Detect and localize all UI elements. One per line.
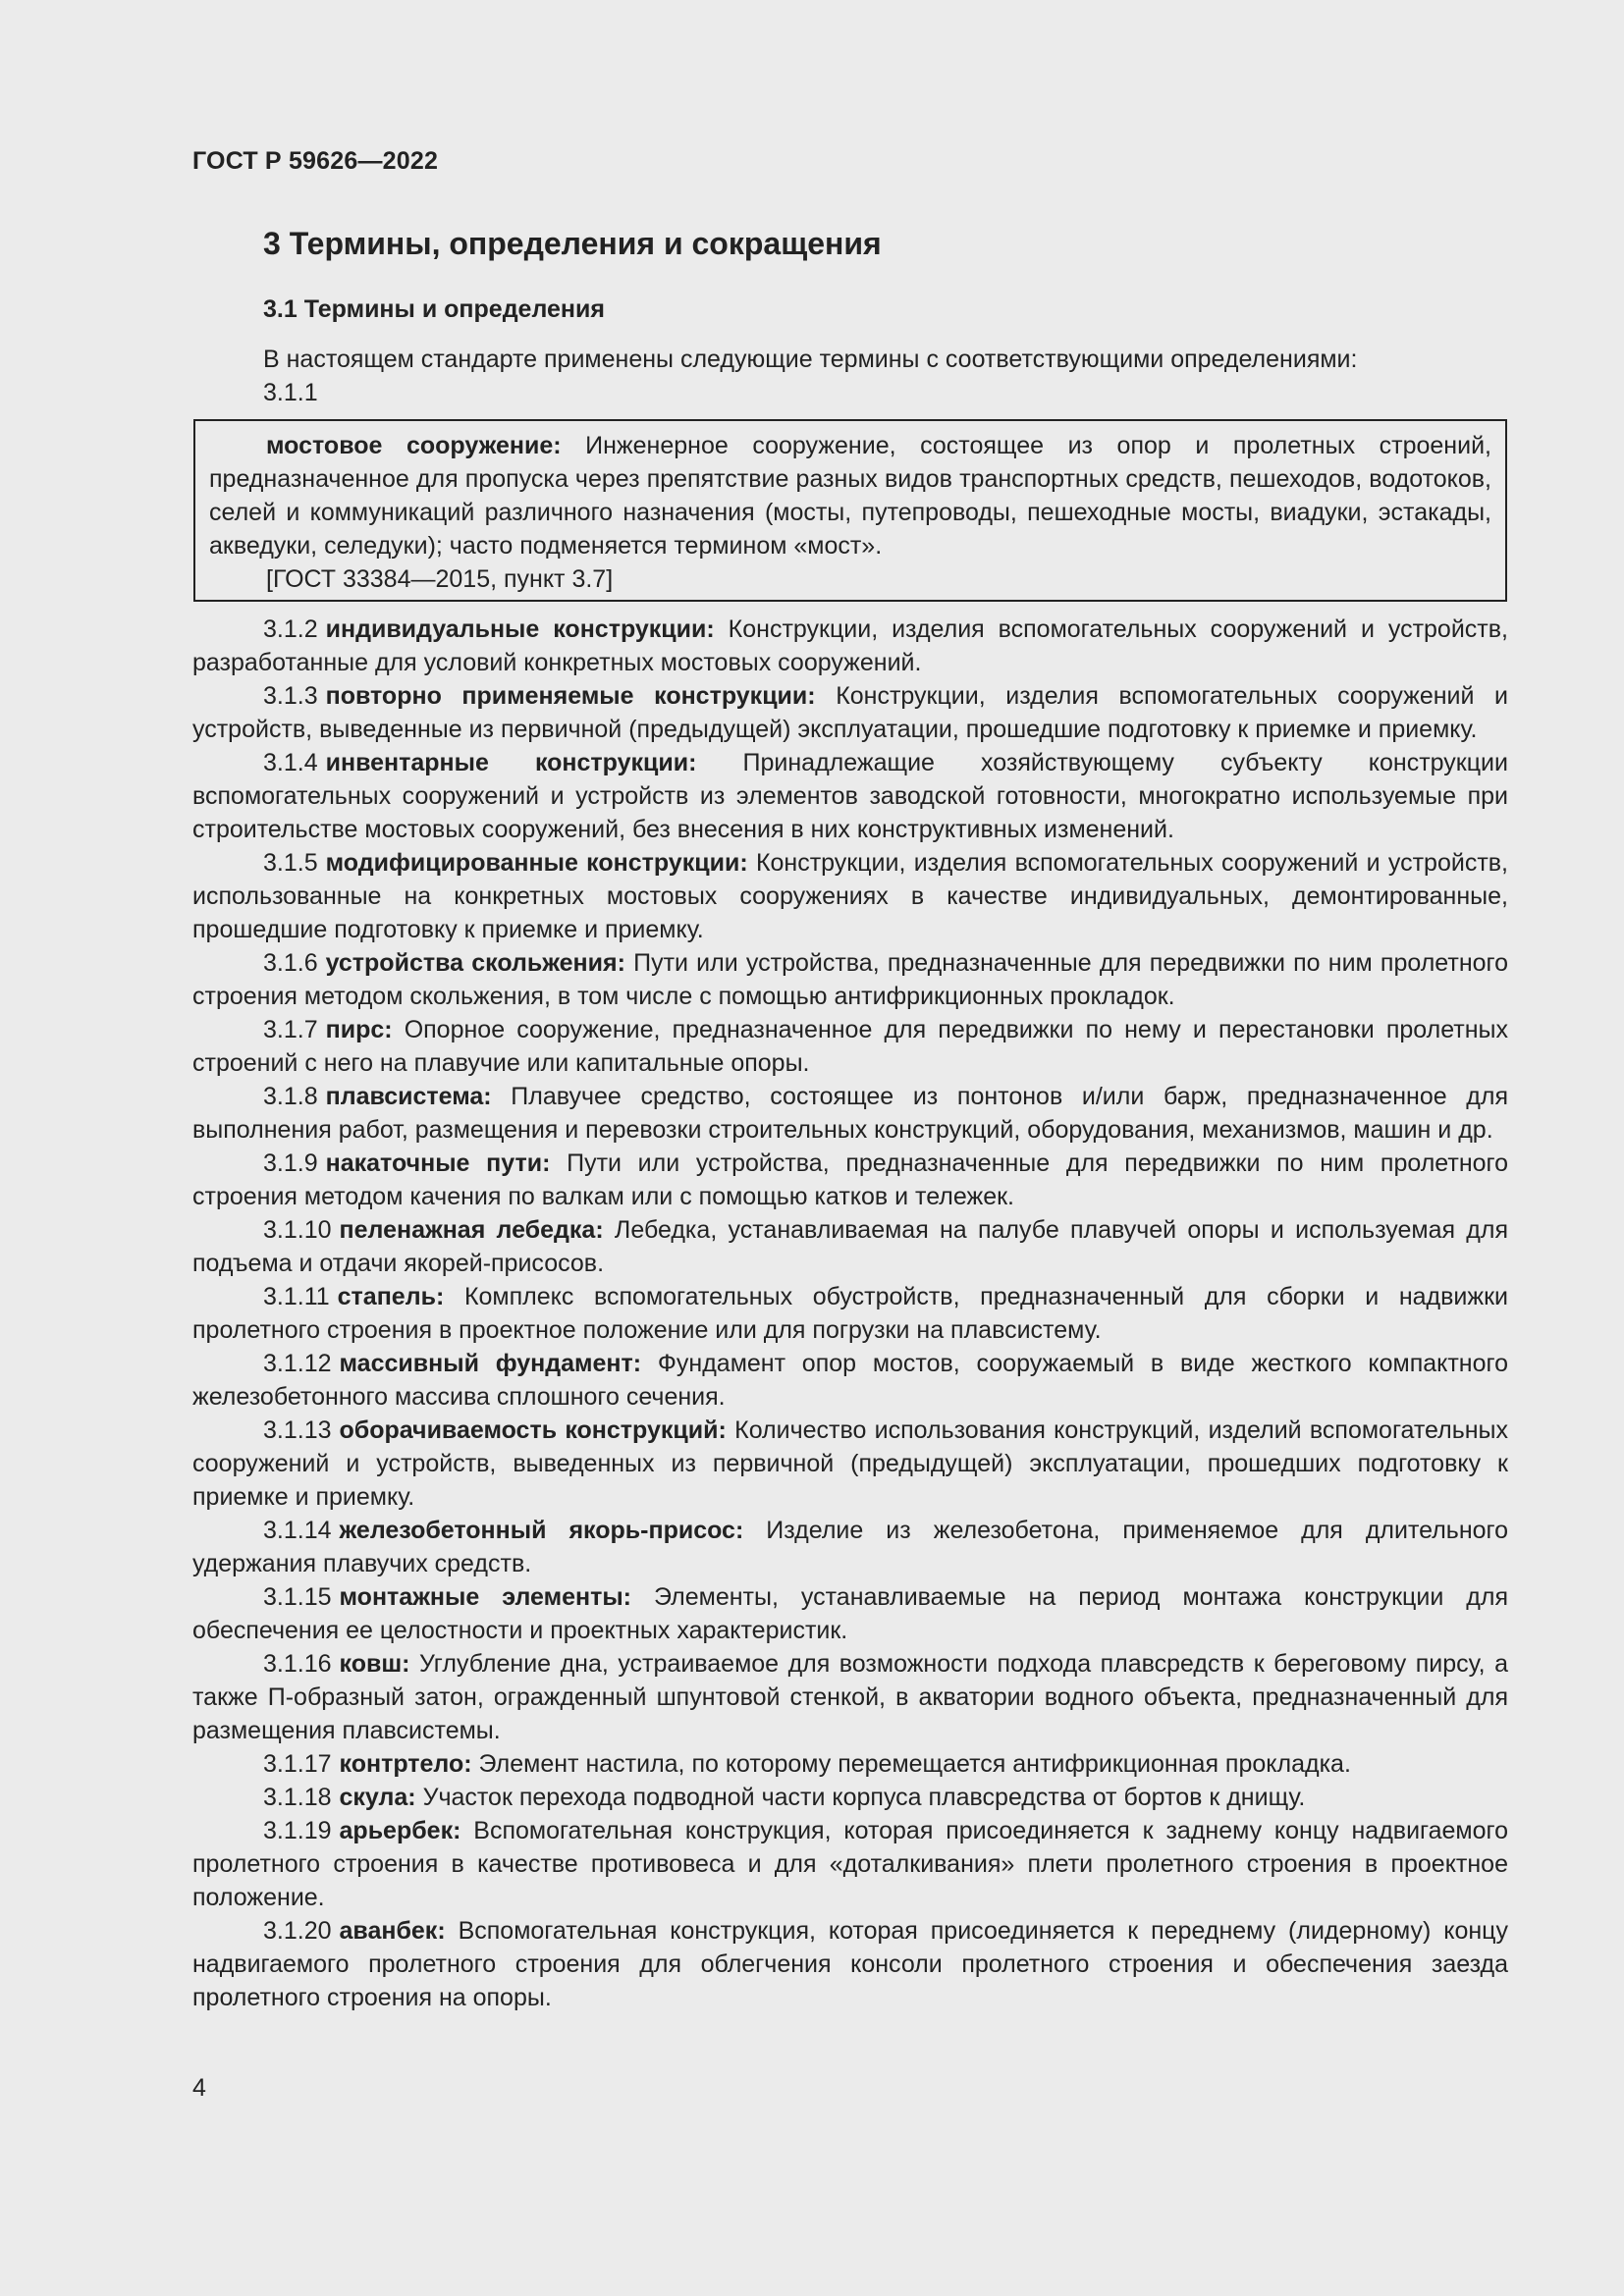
term-entry (192, 1280, 1508, 1347)
subsection-title: 3.1 Термины и определения (263, 295, 605, 323)
term-name: стапель: (337, 1283, 445, 1310)
boxed-term-definition-text: Инженерное сооружение, состоящее из опор и пролетных строений, предназначенное для пропуска через препятствие разных видов транспортных средств, пешеходов, водотоков, селей и коммуникаций различного назначения (мосты, путепроводы, пешеходные мосты, виадуки, эстакады, акведуки, селедуки); часто подменяется термином «мост». (209, 432, 1491, 560)
term-number: 3.1.5 (263, 849, 318, 877)
term-definition: Конструкции, изделия вспомогательных сооружений и устройств, использованные на конкретных мостовых сооружениях в качестве индивидуальных, демонтированные, прошедшие подготовку к приемке и приемку. (192, 849, 1509, 943)
term-definition: Комплекс вспомогательных обустройств, предназначенный для сборки и надвижки пролетного строения в проектное положение или для погрузки на плавсистему. (192, 1283, 1509, 1344)
terms-list (192, 613, 1508, 2014)
term-name: монтажные элементы: (339, 1583, 632, 1611)
term-number: 3.1.12 (263, 1350, 332, 1377)
term-number: 3.1.8 (263, 1083, 318, 1110)
term-definition: Вспомогательная конструкция, которая присоединяется к заднему концу надвигаемого пролетного строения в качестве противовеса и для «доталкивания» плети пролетного строения в проектное положение. (192, 1817, 1508, 1911)
term-definition: Конструкции, изделия вспомогательных сооружений и устройств, разработанные для условий конкретных мостовых сооружений. (192, 615, 1508, 676)
term-name: пирс: (325, 1016, 393, 1043)
term-number: 3.1.10 (263, 1216, 332, 1244)
term-name: ковш: (339, 1650, 410, 1678)
term-number: 3.1.17 (263, 1750, 332, 1778)
term-entry (192, 679, 1508, 746)
term-definition: Лебедка, устанавливаемая на палубе плавучей опоры и используемая для подъема и отдачи якорей-присосов. (192, 1216, 1508, 1277)
term-number: 3.1.16 (263, 1650, 332, 1678)
term-number: 3.1.11 (263, 1283, 330, 1310)
term-definition: Плавучее средство, состоящее из понтонов и/или барж, предназначенное для выполнения работ, размещения и перевозки строительных конструкций, оборудования, механизмов, машин и др. (192, 1083, 1508, 1144)
term-number: 3.1.19 (263, 1817, 332, 1844)
term-entry (192, 1013, 1508, 1080)
term-number: 3.1.4 (263, 749, 318, 776)
term-definition: Элементы, устанавливаемые на период монтажа конструкции для обеспечения ее целостности и проектных характеристик. (192, 1583, 1508, 1644)
term-number: 3.1.15 (263, 1583, 332, 1611)
boxed-term-paragraph (209, 429, 1491, 562)
term-definition: Конструкции, изделия вспомогательных сооружений и устройств, выведенные из первичной (предыдущей) эксплуатации, прошедшие подготовку к приемке и приемку. (192, 682, 1508, 743)
term-number: 3.1.7 (263, 1016, 318, 1043)
term-entry (192, 1914, 1508, 2014)
boxed-term-name: мостовое сооружение: (266, 432, 562, 459)
term-definition: Углубление дна, устраиваемое для возможности подхода плавсредств к береговому пирсу, а также П-образный затон, огражденный шпунтовой стенкой, в акватории водного объекта, предназначенный для размещения плавсистемы. (192, 1650, 1508, 1744)
term-entry (192, 1647, 1508, 1747)
term-definition: Пути или устройства, предназначенные для передвижки по ним пролетного строения методом качения по валкам или с помощью катков и тележек. (192, 1149, 1509, 1210)
term-entry (192, 1213, 1508, 1280)
term-entry (192, 1147, 1508, 1213)
boxed-term-source: [ГОСТ 33384—2015, пункт 3.7] (266, 565, 614, 593)
term-entry (192, 1414, 1508, 1514)
intro-block (192, 343, 1508, 409)
term-definition: Принадлежащие хозяйствующему субъекту конструкции вспомогательных сооружений и устройств из элементов заводской готовности, многократно используемые при строительстве мостовых сооружений, без внесения в них конструктивных изменений. (192, 749, 1508, 843)
term-number: 3.1.6 (263, 949, 318, 977)
term-entry (192, 613, 1508, 679)
term-number: 3.1.20 (263, 1917, 332, 1945)
section-title: 3 Термины, определения и сокращения (263, 226, 882, 261)
term-name: оборачиваемость конструкций: (339, 1416, 727, 1444)
term-name: накаточные пути: (325, 1149, 551, 1177)
term-number: 3.1.18 (263, 1784, 332, 1811)
term-definition: Изделие из железобетона, применяемое для длительного удержания плавучих средств. (192, 1517, 1509, 1577)
term-definition: Участок перехода подводной части корпуса плавсредства от бортов к днищу. (422, 1784, 1306, 1811)
term-name: повторно применяемые конструкции: (325, 682, 816, 710)
intro-text: В настоящем стандарте применены следующие термины с соответствующими определениями: (263, 346, 1358, 373)
term-entry (192, 1514, 1508, 1580)
term-name: скула: (339, 1784, 416, 1811)
term-definition: Пути или устройства, предназначенные для передвижки по ним пролетного строения методом скольжения, в том числе с помощью антифрикционных прокладок. (192, 949, 1509, 1010)
term-entry (192, 1580, 1508, 1647)
term-entry (192, 1747, 1508, 1781)
term-number: 3.1.14 (263, 1517, 332, 1544)
term-entry (192, 1347, 1508, 1414)
term-name: железобетонный якорь-присос: (339, 1517, 744, 1544)
term-entry (192, 1814, 1508, 1914)
term-definition: Фундамент опор мостов, сооружаемый в виде жесткого компактного железобетонного массива сплошного сечения. (192, 1350, 1508, 1411)
term-name: плавсистема: (325, 1083, 492, 1110)
term-name: инвентарные конструкции: (325, 749, 697, 776)
term-entry (192, 746, 1508, 846)
term-number: 3.1.13 (263, 1416, 332, 1444)
first-term-number: 3.1.1 (263, 379, 318, 406)
term-name: контртело: (339, 1750, 472, 1778)
term-entry (192, 1781, 1508, 1814)
term-entry (192, 1080, 1508, 1147)
page-number: 4 (192, 2074, 206, 2102)
term-definition: Количество использования конструкций, изделий вспомогательных сооружений и устройств, выведенных из первичной (предыдущей) эксплуатации, прошедших подготовку к приемке и приемку. (192, 1416, 1508, 1511)
document-code: ГОСТ Р 59626—2022 (192, 147, 439, 175)
term-name: пеленажная лебедка: (339, 1216, 604, 1244)
term-name: устройства скольжения: (325, 949, 625, 977)
term-entry (192, 846, 1508, 946)
term-entry (192, 946, 1508, 1013)
term-name: индивидуальные конструкции: (325, 615, 715, 643)
term-name: аванбек: (339, 1917, 446, 1945)
term-number: 3.1.2 (263, 615, 318, 643)
term-number: 3.1.9 (263, 1149, 318, 1177)
term-name: арьербек: (339, 1817, 461, 1844)
term-number: 3.1.3 (263, 682, 318, 710)
term-name: массивный фундамент: (339, 1350, 642, 1377)
term-definition: Элемент настила, по которому перемещается антифрикционная прокладка. (478, 1750, 1351, 1778)
term-definition: Вспомогательная конструкция, которая присоединяется к переднему (лидерному) концу надвигаемого пролетного строения для облегчения консоли пролетного строения и обеспечения заезда пролетного строения на опоры. (192, 1917, 1508, 2011)
term-name: модифицированные конструкции: (325, 849, 748, 877)
boxed-term-definition (193, 419, 1507, 602)
term-definition: Опорное сооружение, предназначенное для передвижки по нему и перестановки пролетных строений с него на плавучие или капитальные опоры. (192, 1016, 1509, 1077)
